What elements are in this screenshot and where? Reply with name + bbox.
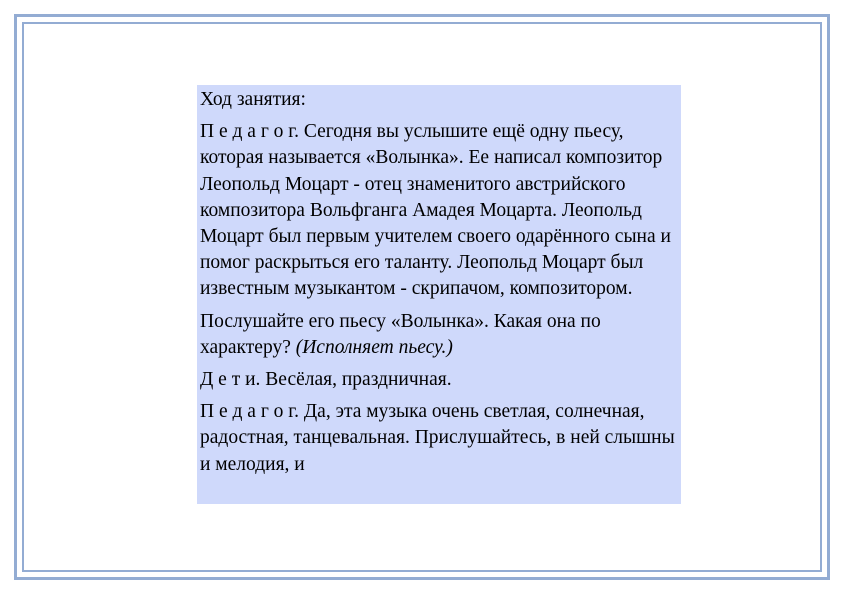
- paragraph-text: Сегодня вы услышите ещё одну пьесу, которая называется «Волынка». Ее написал композитор Леопольд Моцарт - отец знаменитого австрийского композитора Вольфганга Амадея Моцарта. Леопольд Моцарт был первым учителем своего одарённого сына и помог раскрыться его таланту. Леопольд Моцарт был известным музыкантом - скрипачом, композитором.: [200, 121, 671, 300]
- paragraph-listen: [200, 309, 677, 361]
- speaker-label: Д е т и.: [200, 369, 261, 391]
- lesson-text-box: [197, 85, 681, 504]
- stage-direction: (Исполняет пьесу.): [295, 336, 453, 358]
- speaker-label: П е д а г о г.: [200, 401, 299, 423]
- speaker-label: П е д а г о г.: [200, 121, 299, 143]
- paragraph-children-answer: [200, 367, 677, 393]
- paragraph-text: Послушайте его пьесу «Волынка». Какая она по характеру?: [200, 310, 601, 358]
- paragraph-text: Весёлая, праздничная.: [260, 369, 452, 391]
- paragraph-teacher-reply: [200, 399, 677, 478]
- lesson-heading: Ход занятия:: [200, 89, 306, 110]
- paragraph-teacher-intro: [200, 119, 677, 302]
- paragraph-text: Да, эта музыка очень светлая, солнечная, радостная, танцевальная. Прислушайтесь, в ней слышны и мелодия, и: [200, 401, 675, 475]
